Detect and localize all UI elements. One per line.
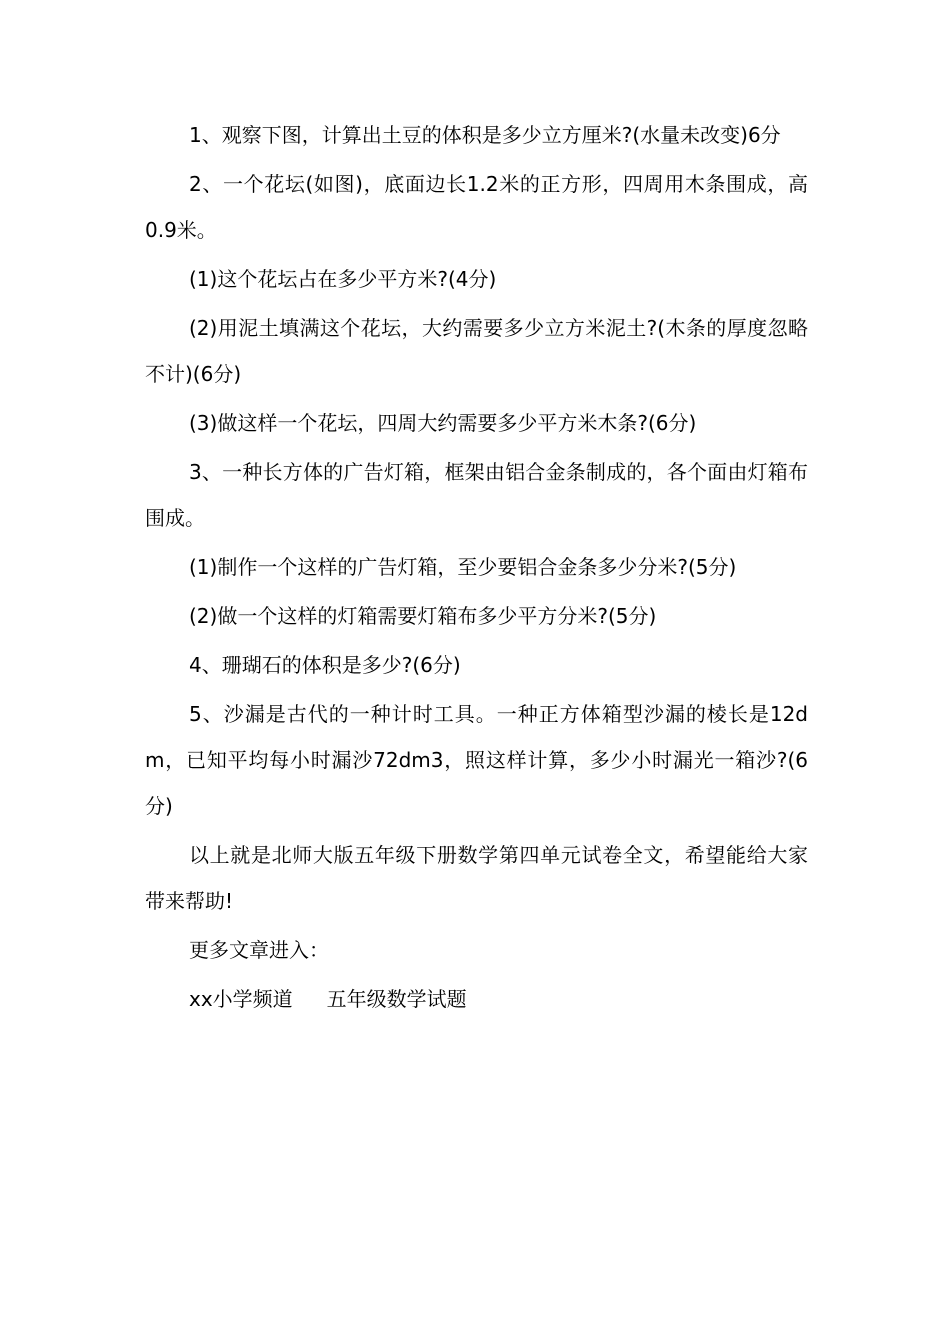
related-links — [145, 976, 808, 1022]
question-4: 4、珊瑚石的体积是多少?(6分) — [189, 653, 461, 677]
question-3: 3、一种长方体的广告灯箱，框架由铝合金条制成的，各个面由灯箱布围成。 — [145, 460, 808, 530]
question-3-part-2: (2)做一个这样的灯箱需要灯箱布多少平方分米?(5分) — [189, 604, 657, 628]
question-3-part-1: (1)制作一个这样的广告灯箱，至少要铝合金条多少分米?(5分) — [189, 555, 737, 579]
link-grade5-math-tests[interactable]: 五年级数学试题 — [326, 987, 467, 1011]
document-body — [145, 112, 808, 1022]
question-2: 2、一个花坛(如图)，底面边长1.2米的正方形，四周用木条围成，高0.9米。 — [145, 172, 808, 242]
more-articles-label: 更多文章进入： — [189, 938, 329, 962]
link-primary-school-channel[interactable]: xx小学频道 — [189, 987, 293, 1011]
question-2-part-1: (1)这个花坛占在多少平方米?(4分) — [189, 267, 497, 291]
closing-text: 以上就是北师大版五年级下册数学第四单元试卷全文，希望能给大家带来帮助! — [145, 843, 808, 913]
question-2-part-3: (3)做这样一个花坛，四周大约需要多少平方米木条?(6分) — [189, 411, 697, 435]
question-2-part-2: (2)用泥土填满这个花坛，大约需要多少立方米泥土?(木条的厚度忽略不计)(6分) — [145, 316, 808, 386]
question-1: 1、观察下图，计算出土豆的体积是多少立方厘米?(水量未改变)6分 — [189, 123, 781, 147]
question-5: 5、沙漏是古代的一种计时工具。一种正方体箱型沙漏的棱长是12dm，已知平均每小时漏沙72dm3，照这样计算，多少小时漏光一箱沙?(6分) — [145, 702, 808, 818]
